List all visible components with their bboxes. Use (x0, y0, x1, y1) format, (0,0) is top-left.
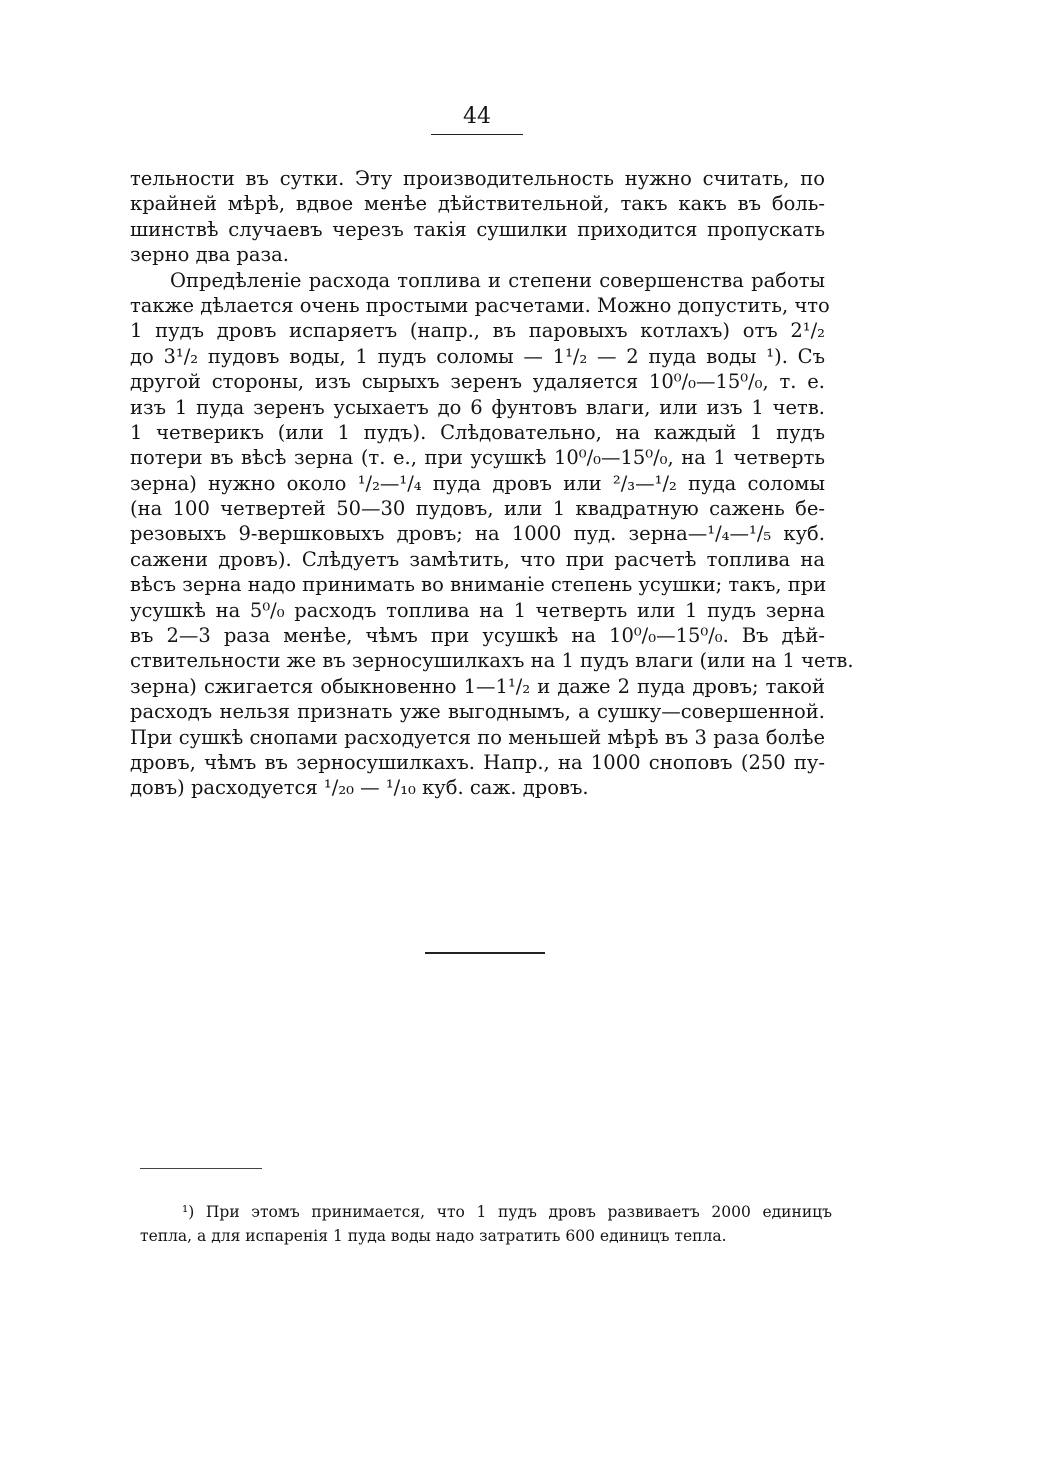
footnote-line: ¹) При этомъ принимается, что 1 пудъ дровъ развиваетъ 2000 единицъ (182, 1203, 832, 1221)
page-number-rule (431, 134, 523, 135)
footnote-rule (140, 1168, 262, 1169)
text-line: 1 пудъ дровъ испаряетъ (напр., въ паровыхъ котлахъ) отъ 2¹/₂ (130, 319, 825, 343)
text-line: сажени дровъ). Слѣдуетъ замѣтить, что при расчетѣ топлива на (130, 547, 825, 571)
text-line: усушкѣ на 5⁰/₀ расходъ топлива на 1 четверть или 1 пудъ зерна (130, 598, 825, 622)
text-line: шинствѣ случаевъ черезъ такія сушилки приходится пропускать (130, 217, 825, 241)
text-line: резовыхъ 9-вершковыхъ дровъ; на 1000 пуд. зерна—¹/₄—¹/₅ куб. (130, 522, 825, 546)
text-line: вѣсъ зерна надо принимать во вниманіе степень усушки; такъ, при (130, 573, 827, 597)
main-text (130, 166, 854, 801)
text-line: также дѣлается очень простыми расчетами. Можно допустить, что (130, 293, 830, 317)
text-line: изъ 1 пуда зеренъ усыхаетъ до 6 фунтовъ влаги, или изъ 1 четв. (130, 395, 825, 419)
text-line: При сушкѣ снопами расходуется по меньшей мѣрѣ въ 3 раза болѣе (130, 725, 825, 749)
text-line: крайней мѣрѣ, вдвое менѣе дѣйствительной, такъ какъ въ боль- (130, 192, 825, 216)
text-line: другой стороны, изъ сырыхъ зеренъ удаляется 10⁰/₀—15⁰/₀, т. е. (130, 370, 825, 394)
text-line: ствительности же въ зерносушилкахъ на 1 пудъ влаги (или на 1 четв. (130, 649, 854, 673)
text-line: 1 четверикъ (или 1 пудъ). Слѣдовательно, на каждый 1 пудъ (130, 420, 825, 444)
text-line: (на 100 четвертей 50—30 пудовъ, или 1 квадратную сажень бе- (130, 497, 825, 521)
text-line: зерна) сжигается обыкновенно 1—1¹/₂ и даже 2 пуда дровъ; такой (130, 674, 825, 698)
footnote (140, 1200, 832, 1248)
text-line: Опредѣленіе расхода топлива и степени совершенства работы (170, 268, 825, 292)
text-line: до 3¹/₂ пудовъ воды, 1 пудъ соломы — 1¹/₂ — 2 пуда воды ¹). Съ (130, 344, 825, 368)
text-line: расходъ нельзя признать уже выгоднымъ, а сушку—совершенной. (130, 700, 825, 724)
text-line: потери въ вѣсѣ зерна (т. е., при усушкѣ 10⁰/₀—15⁰/₀, на 1 четверть (130, 446, 825, 470)
section-end-rule (425, 952, 545, 954)
text-line: зерно два раза. (130, 243, 289, 267)
text-line: тельности въ сутки. Эту производительность нужно считать, по (130, 167, 825, 190)
footnote-line: тепла, а для испаренія 1 пуда воды надо затратить 600 единицъ тепла. (140, 1227, 727, 1245)
text-line: довъ) расходуется ¹/₂₀ — ¹/₁₀ куб. саж. дровъ. (130, 776, 589, 800)
text-line: зерна) нужно около ¹/₂—¹/₄ пуда дровъ или ²/₃—¹/₂ пуда соломы (130, 471, 825, 495)
page-number: 44 (463, 104, 491, 129)
text-line: въ 2—3 раза менѣе, чѣмъ при усушкѣ на 10⁰/₀—15⁰/₀. Въ дѣй- (130, 624, 825, 648)
text-line: дровъ, чѣмъ въ зерносушилкахъ. Напр., на 1000 сноповъ (250 пу- (130, 750, 825, 774)
